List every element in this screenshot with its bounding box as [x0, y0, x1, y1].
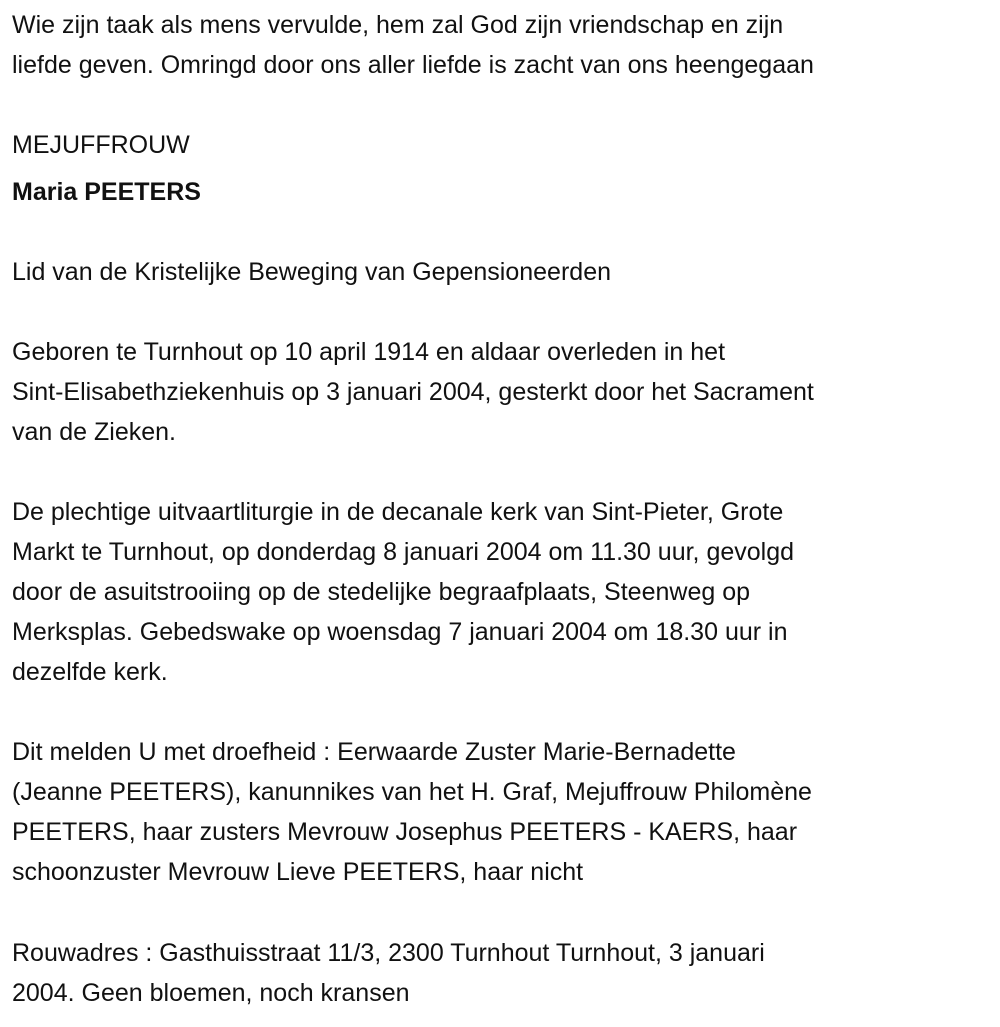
ceremony-line: dezelfde kerk.	[12, 658, 168, 686]
ceremony-line: Markt te Turnhout, op donderdag 8 januari 2004 om 11.30 uur, gevolgd	[12, 538, 795, 566]
deceased-name: Maria PEETERS	[12, 178, 201, 206]
address-line: 2004. Geen bloemen, noch kransen	[12, 979, 410, 1007]
address-line: Rouwadres : Gasthuisstraat 11/3, 2300 Turnhout Turnhout, 3 januari	[12, 939, 765, 967]
family-line: schoonzuster Mevrouw Lieve PEETERS, haar nicht	[12, 858, 584, 886]
birth-death-line: Sint-Elisabethziekenhuis op 3 januari 2004, gesterkt door het Sacrament	[12, 378, 814, 406]
family-line: Dit melden U met droefheid : Eerwaarde Zuster Marie-Bernadette	[12, 738, 736, 766]
family-line: (Jeanne PEETERS), kanunnikes van het H. Graf, Mejuffrouw Philomène	[12, 778, 812, 806]
intro-line: liefde geven. Omringd door ons aller liefde is zacht van ons heengegaan	[12, 51, 814, 79]
birth-death-line: van de Zieken.	[12, 418, 176, 446]
birth-death-line: Geboren te Turnhout op 10 april 1914 en aldaar overleden in het	[12, 338, 726, 366]
family-line: PEETERS, haar zusters Mevrouw Josephus PEETERS - KAERS, haar	[12, 818, 798, 846]
ceremony-line: De plechtige uitvaartliturgie in de decanale kerk van Sint-Pieter, Grote	[12, 498, 784, 526]
intro-line: Wie zijn taak als mens vervulde, hem zal God zijn vriendschap en zijn	[12, 11, 784, 39]
ceremony-line: Merksplas. Gebedswake op woensdag 7 januari 2004 om 18.30 uur in	[12, 618, 788, 646]
membership: Lid van de Kristelijke Beweging van Gepensioneerden	[12, 258, 611, 286]
title: MEJUFFROUW	[12, 131, 190, 159]
ceremony-line: door de asuitstrooiing op de stedelijke begraafplaats, Steenweg op	[12, 578, 751, 606]
